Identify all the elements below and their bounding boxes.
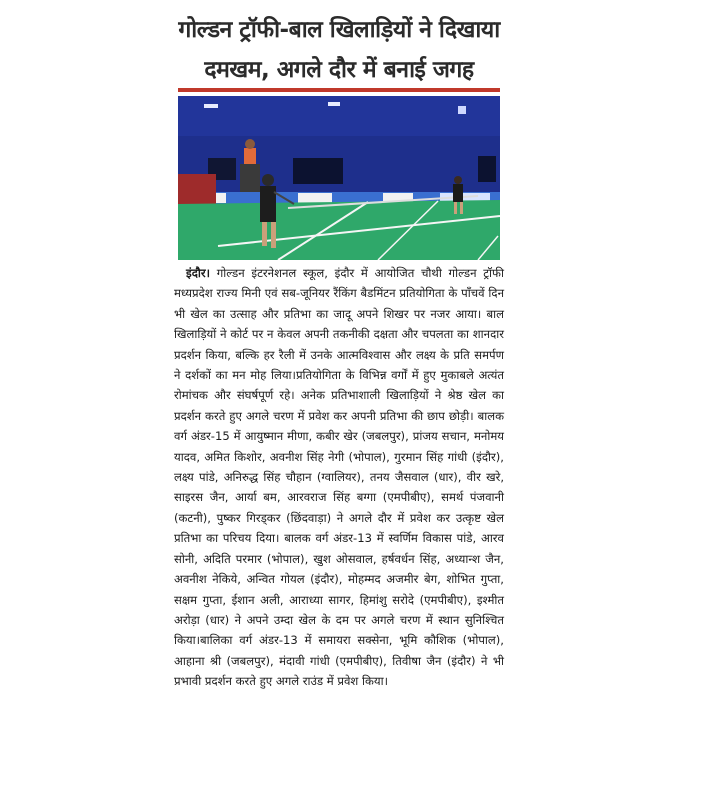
headline-line-1: गोल्डन ट्रॉफी-बाल खिलाड़ियों ने दिखाया [178, 17, 500, 43]
headline [178, 10, 500, 90]
badminton-photo [178, 96, 500, 260]
article-text: गोल्डन इंटरनेशनल स्कूल, इंदौर में आयोजित चौथी गोल्डन ट्रॉफी मध्यप्रदेश राज्य मिनी एवं सब-जूनियर रैंकिंग बैडमिंटन प्रतियोगिता के पाँचवें दिन भी खेल का उत्साह और प्रतिभा का जादू अपने शिखर पर नजर आया। बाल खिलाड़ियों ने कोर्ट पर न केवल अपनी तकनीकी दक्षता और चपलता का शानदार प्रदर्शन किया, बल्कि हर रैली में उनके आत्मविश्वास और लक्ष्य के प्रति समर्पण ने दर्शकों का मन मोह लिया।प्रतियोगिता के विभिन्न वर्गों में हुए मुकाबले अत्यंत रोमांचक और संघर्षपूर्ण रहे। अनेक प्रतिभाशाली खिलाड़ियों ने श्रेष्ठ खेल का प्रदर्शन करते हुए अगले चरण में प्रवेश कर अपनी प्रतिभा की छाप छोड़ी। बालक वर्ग अंडर-15 में आयुष्मान मीणा, कबीर खेर (जबलपुर), प्रांजय सचान, मनोमय यादव, अमित किशोर, अवनीश सिंह नेगी (भोपाल), गुरमान सिंह गांधी (इंदौर), लक्ष्य पांडे, अनिरुद्ध सिंह चौहान (ग्वालियर), तनय जैसवाल (धार), वीर खरे, साइरस जैन, आर्या बम, आरवराज सिंह बग्गा (एमपीबीए), समर्थ पंजवानी (कटनी), पुष्कर गिरड्कर (छिंदवाड़ा) ने अगले दौर में प्रवेश कर उत्कृष्ट खेल प्रतिभा का परिचय दिया। बालक वर्ग अंडर-13 में स्वर्णिम विकास पांडे, आरव सोनी, अदिति परमार (भोपाल), खुश ओसवाल, हर्षवर्धन सिंह, अध्यान्श जैन, अवनीश नेकिये, अन्वित गोयल (इंदौर), मोहम्मद अजमीर बेग, शोभित गुप्ता, सक्षम गुप्ता, ईशान अली, आराध्या सागर, हिमांशु सरोदे (एमपीबीए), इश्मीत अरोड़ा (धार) ने अपने उम्दा खेल के दम पर अगले चरण में स्थान सुनिश्चित किया।बालिका वर्ग अंडर-13 में समायरा सक्सेना, भूमि कौशिक (भोपाल), आहाना श्री (जबलपुर), मंदावी गांधी (एमपीबीए), तिवीषा जैन (इंदौर) ने भी प्रभावी प्रदर्शन करते हुए अगले राउंड में प्रवेश किया। [174, 266, 504, 689]
headline-divider [178, 88, 500, 92]
article-body [174, 263, 504, 692]
photo-illustration [178, 96, 500, 260]
headline-line-2: दमखम, अगले दौर में बनाई जगह [204, 57, 474, 83]
dateline: इंदौर। [186, 266, 210, 280]
